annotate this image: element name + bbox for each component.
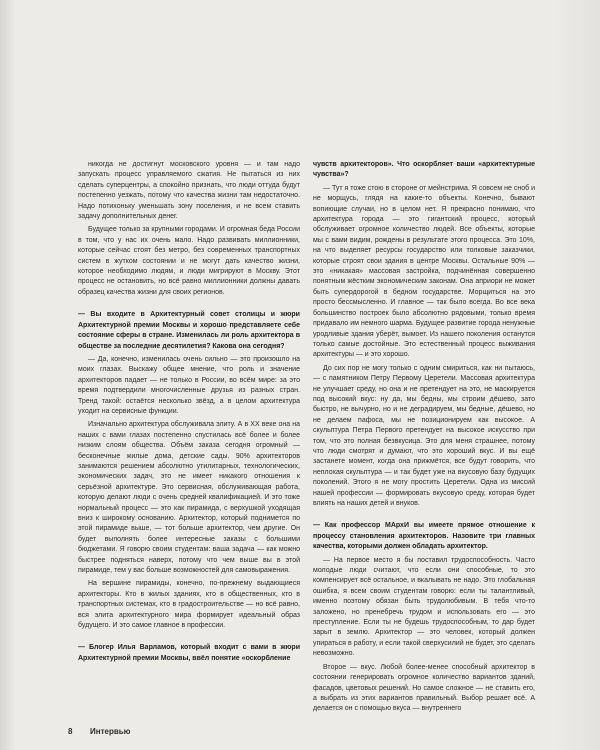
paragraph: — Тут я тоже стою в стороне от мейнстрима. Я совсем не сноб и не морщусь, глядя на какие-то объекты. Конечно, бывают вопиющие случаи, но в целом нет. Я прекрасно понимаю, что архитектура города — это гигантский процесс, который обслуживает огромное количество людей. Все объекты, которые мы с вами видим, рождены в результате этого процесса. Это 10%, на что выделяет ресурсы государство или толковые заказчики, которые строят свои здания в центре Москвы. Остальные 90% — это «никакая» массовая застройка, подчинённая совершенно понятным жёстким экономическим законам. Она априори не может быть супердорогой в бедном государстве. Морщиться на это просто бессмысленно. И главное — так было всегда. Во все века большинство построек было абсолютно рядовыми, только время придавало им немного шарма. Будущее развитие города ненужные уродливые здания уберёт, вымоет. Из нашего поколения останутся только самые достойные. Это естественный процесс выживания архитектуры — и это хорошо. (313, 184, 535, 359)
interview-question: — Вы входите в Архитектурный совет столицы и жюри Архитектурной премии Москвы и хорошо представляете себе состояние сферы в стране. Изменилась ли роль архитектора в обществе за последние десятилетия? Какова она сегодня? (78, 311, 300, 350)
paragraph: Второе — вкус. Любой более-менее способный архитектор в состоянии генерировать огромное количество вариантов зданий, фасадов, цветовых решений. Но самое сложное — не ставить его, а выбрать из этих вариантов правильный. Выбор решает всё. А делается он с помощью вкуса — внутреннего (313, 663, 535, 713)
paragraph: никогда не достигнут московского уровня — и там надо запускать процесс управляемого сжатия. Не пытаться из них сделать суперцентры, а спокойно признать, что люди оттуда будут постепенно уезжать, потому что качества жизни там недостаточно. Надо потихоньку уменьшать зону поселения, и не всем ставить задачу дополнительных денег. (78, 161, 300, 221)
page-number: 8 (68, 727, 73, 736)
section-title: Интервью (90, 727, 131, 736)
interview-question: — Блогер Илья Варламов, который входит с вами в жюри Архитектурной премии Москвы, ввёл понятие «оскорбление (78, 644, 300, 662)
paragraph: — На первое место я бы поставил трудоспособность. Часто молодые люди считают, что если они способные, то это компенсирует всё остальное, и вкалывать не надо. Это глобальная ошибка, я всем своим студентам говорю: если ты талантливый, именно поэтому обязан быть трудолюбивым. В тебя что-то заложено, но пренебречь трудом и использовать его — это преступление. Если ты не будешь трудоспособным, то дар будет зарыт в землю. Архитектор — это человек, который должен упираться в работу, и если такой сверхусилий не будет, это сделать невозможно. (313, 556, 535, 658)
paragraph: — Да, конечно, изменилась очень сильно — это произошло на моих глазах. Выскажу общее мнение, что роль и значение архитекторов падает — не только в России, во всём мире: за это время подтвердили многочисленные друзья из разных стран. Тренд такой: остаётся несколько звёзд, а в целом архитектура уходит на сервисные функции. (78, 355, 300, 415)
right-column (313, 160, 535, 715)
paragraph: Изначально архитектура обслуживала элиту. А в XX веке она на наших с вами глазах постепенно спустилась всё более и более низким слоям общества. Объём заказа сегодня огромный — бесконечные жилые дома, детские сады. 90% архитекторов занимаются решением абсолютно утилитарных, технологических, экономических задач, это не имеет никакого отношения к серьёзной архитектуре. Это сервисная, обслуживающая работа, которую делают люди с очень средней квалификацией. И это тоже нормальный процесс — это как пирамида, с верхушкой уходящая вниз к широкому основанию. Архитектор, который поднимется по этой пирамиде выше, — тот больше архитектор, чем другие. Он будет выполнять более интересные заказы с большими бюджетами. Я говорю своим студентам: ваша задача — как можно быстрее подняться наверх, потому что чем выше вы в этой пирамиде, тем у вас больше возможностей для самовыражения. (78, 421, 300, 575)
paragraph: До сих пор не могу только с одним смириться, как ни пытаюсь, — с памятником Петру Первому Церетели. Массовая архитектура не улучшает среду, но она и не претендует на это, не маскируется под высокий вкус: ну да, мы бедны, мы строим дёшево, зато быстро, не вычурно, но и не деградируем, мы бедные, дёшево, но не делаем пафоса, мы не позиционируем как высокое. А скульптура Петра Первого претендует на высокое искусство при том, что это полная безвкусица. Это для меня страшнее, потому что люди смотрят и думают, что это хороший вкус. И вы ещё застанете момент, когда она прижмётся, все будут говорить, что неплохая скульптура — и так будет уже на вкусовую базу будущих поколений. Этого я не могу простить Церетели. Одна из миссий нашей профессии — формировать вкусовую среду, которая будет влиять на наших детей и внуков. (313, 364, 535, 507)
page-gutter-shadow (0, 0, 16, 750)
interview-question: чувств архитекторов». Что оскорбляет ваши «архитектурные чувства»? (313, 161, 535, 179)
page-right-margin (556, 0, 600, 750)
interview-question: — Как профессор МАрхИ вы имеете прямое отношение к процессу становления архитекторов. Назовите три главных качества, которыми должен обладать архитектор. (313, 522, 535, 551)
paragraph: Будущее только за крупными городами. И огромная беда России в том, что у нас их очень мало. Надо развивать миллионники, которые сейчас стоят без метро, без современных транспортных систем в жутком состоянии и не могут дать качество жизни, которое необходимо людям, и люди мигрируют в Москву. Этот процесс не остановить, но всё равно миллионники должны давать образец качества жизни для своих регионов. (78, 226, 300, 296)
paragraph: На вершине пирамиды, конечно, по-прежнему выдающиеся архитекторы. Кто в жилых зданиях, кто в общественных, кто в транспортных системах, кто в градостроительстве — но всё равно, вся элита архитектурного мира формирует идеальный образ будущего. И это самое главное в профессии. (78, 580, 300, 630)
left-column (78, 160, 300, 664)
